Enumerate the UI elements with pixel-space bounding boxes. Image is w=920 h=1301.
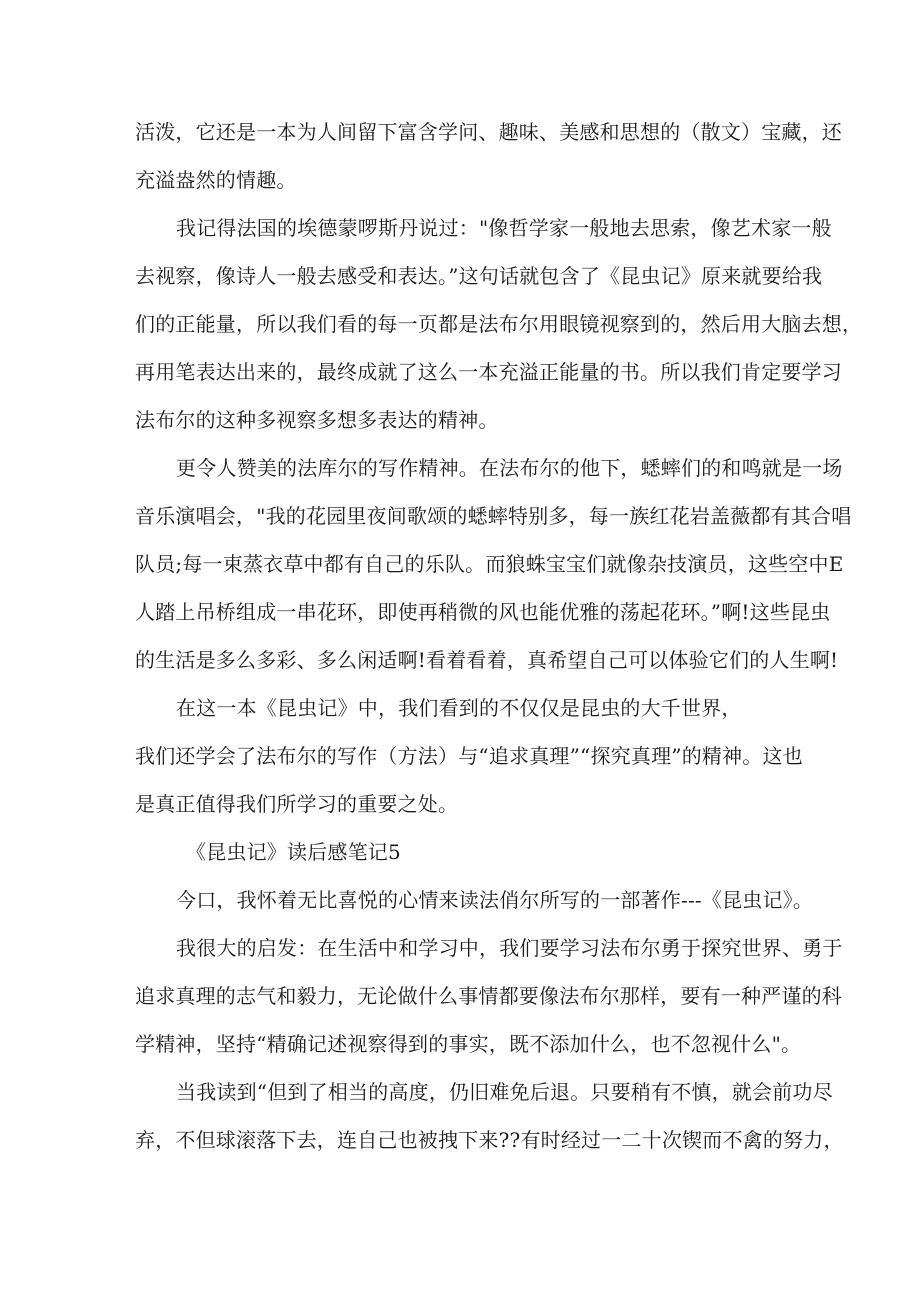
- text-line: 弃，不但球滚落下去，连自己也被拽下来??有时经过一二十次锲而不禽的努力，: [135, 1128, 844, 1152]
- text-line: 今口，我怀着无比喜悦的心情来读法俏尔所写的一部著作---《昆虫记》。: [176, 888, 814, 912]
- section-heading: 《昆虫记》读后感笔记5: [186, 840, 401, 864]
- text-line: 法布尔的这种多视察多想多表达的精神。: [135, 408, 499, 432]
- text-line: 们的正能量，所以我们看的每一页都是法布尔用眼镜视察到的，然后用大脑去想，: [135, 312, 863, 336]
- text-line: 更令人赞美的法库尔的写作精神。在法布尔的他下，蟋蟀们的和鸣就是一场: [176, 456, 843, 480]
- text-line: 去视察，像诗人一般去感受和表达。”这句话就包含了《昆虫记》原来就要给我: [135, 264, 823, 288]
- text-line: 活泼，它还是一本为人间留下富含学问、趣味、美感和思想的（散文）宝藏，还: [135, 120, 842, 144]
- text-line: 再用笔表达出来的，最终成就了这么一本充溢正能量的书。所以我们肯定要学习: [135, 360, 842, 384]
- text-line: 充溢盎然的情趣。: [135, 168, 297, 192]
- text-line: 学精神，坚持“精确记述视察得到的事实，既不添加什么，也不忽视什么"。: [135, 1032, 802, 1056]
- text-line: 人踏上吊桥组成一串花环，即使再稍微的风也能优雅的荡起花环。”啊!这些昆虫: [135, 600, 831, 624]
- text-line: 队员;每一束蒸衣草中都有自己的乐队。而狼蛛宝宝们就像杂技演员，这些空中E: [135, 552, 844, 576]
- text-line: 的生活是多么多彩、多么闲适啊!看着看着，真希望自己可以体验它们的人生啊!: [135, 648, 839, 672]
- text-line: 我很大的启发：在生活中和学习中，我们要学习法布尔勇于探究世界、勇于: [176, 936, 843, 960]
- text-line: 在这一本《昆虫记》中，我们看到的不仅仅是昆虫的大千世界，: [176, 696, 742, 720]
- text-line: 追求真理的志气和毅力，无论做什么事情都要像法布尔那样，要有一种严谨的科: [135, 984, 842, 1008]
- text-line: 音乐演唱会，"我的花园里夜间歌颂的蟋蟀特别多，每一族红花岩盖薇都有其合唱: [135, 504, 852, 528]
- text-line: 我记得法国的埃德蒙啰斯丹说过："像哲学家一般地去思索，像艺术家一般: [176, 216, 832, 240]
- text-line: 当我读到“但到了相当的高度，仍旧难免后退。只要稍有不慎，就会前功尽: [176, 1080, 833, 1104]
- text-line: 我们还学会了法布尔的写作（方法）与“追求真理”“探究真理”的精神。这也: [135, 744, 803, 768]
- text-line: 是真正值得我们所学习的重要之处。: [135, 792, 459, 816]
